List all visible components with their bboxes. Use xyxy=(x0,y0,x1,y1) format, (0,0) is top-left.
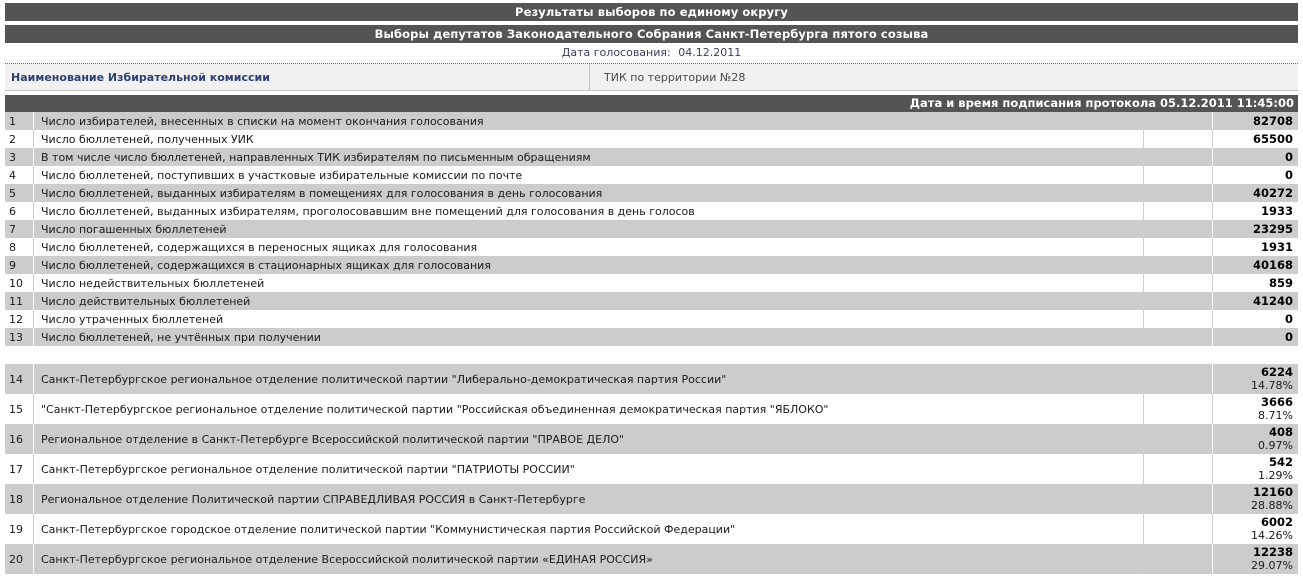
party-vote-percent: 0.97% xyxy=(1258,439,1293,452)
table-row xyxy=(5,112,1298,130)
table-row xyxy=(5,256,1298,274)
table-row xyxy=(5,148,1298,166)
party-name: Санкт-Петербургское региональное отделение политической партии "Либерально-демократическая партия России" xyxy=(34,364,1144,394)
table-row xyxy=(5,274,1298,292)
party-result-cell xyxy=(1213,484,1299,514)
row-value: 0 xyxy=(1213,328,1299,346)
row-spacer-cell xyxy=(1144,148,1213,166)
row-number: 17 xyxy=(9,462,23,476)
table-row xyxy=(5,364,1298,394)
commission-label: Наименование Избирательной комиссии xyxy=(11,70,270,84)
row-spacer-cell xyxy=(1144,184,1213,202)
ballot-counts-body xyxy=(5,112,1298,346)
row-spacer-cell xyxy=(1144,238,1213,256)
party-name: Санкт-Петербургское региональное отделение политической партии "ПАТРИОТЫ РОССИИ" xyxy=(34,454,1144,484)
party-vote-count: 542 xyxy=(1268,455,1293,469)
voting-date-line xyxy=(5,43,1298,61)
party-vote-percent: 1.29% xyxy=(1258,469,1293,482)
row-spacer-cell xyxy=(1144,166,1213,184)
row-label: Число действительных бюллетеней xyxy=(34,292,1144,310)
party-name: Региональное отделение в Санкт-Петербурге Всероссийской политической партии "ПРАВОЕ ДЕЛО" xyxy=(34,424,1144,454)
party-result-cell xyxy=(1213,544,1299,574)
row-spacer-cell xyxy=(1144,274,1213,292)
party-result-cell xyxy=(1213,394,1299,424)
row-spacer-cell xyxy=(1144,220,1213,238)
election-subtitle: Выборы депутатов Законодательного Собрания Санкт-Петербурга пятого созыва xyxy=(5,25,1298,43)
voting-date-label: Дата голосования: xyxy=(561,46,671,59)
row-number: 20 xyxy=(9,552,23,566)
table-row xyxy=(5,184,1298,202)
table-row xyxy=(5,166,1298,184)
party-name: Санкт-Петербургское городское отделение политической партии "Коммунистическая партия Российской Федерации" xyxy=(34,514,1144,544)
row-number: 16 xyxy=(9,432,23,446)
table-row xyxy=(5,394,1298,424)
row-value: 0 xyxy=(1213,310,1299,328)
row-spacer-cell xyxy=(1144,328,1213,346)
party-name: Санкт-Петербургское региональное отделение Всероссийской политической партии «ЕДИНАЯ РОССИЯ» xyxy=(34,544,1144,574)
row-value: 0 xyxy=(1213,166,1299,184)
party-vote-count: 408 xyxy=(1268,425,1293,439)
row-number: 15 xyxy=(9,402,23,416)
row-label: Число бюллетеней, содержащихся в переносных ящиках для голосования xyxy=(34,238,1144,256)
row-number: 7 xyxy=(9,222,16,236)
row-value: 41240 xyxy=(1213,292,1299,310)
party-name: Региональное отделение Политической партии СПРАВЕДЛИВАЯ РОССИЯ в Санкт-Петербурге xyxy=(34,484,1144,514)
row-number: 6 xyxy=(9,204,16,218)
row-label: В том числе число бюллетеней, направленных ТИК избирателям по письменным обращениям xyxy=(34,148,1144,166)
table-row xyxy=(5,238,1298,256)
protocol-signature-bar: Дата и время подписания протокола 05.12.2011 11:45:00 xyxy=(5,95,1298,112)
voting-date-value: 04.12.2011 xyxy=(678,46,742,59)
row-number: 13 xyxy=(9,330,23,344)
row-value: 40168 xyxy=(1213,256,1299,274)
row-value: 65500 xyxy=(1213,130,1299,148)
row-spacer-cell xyxy=(1144,292,1213,310)
row-number: 11 xyxy=(9,294,23,308)
party-vote-count: 3666 xyxy=(1260,395,1293,409)
ballot-counts-table xyxy=(5,112,1298,346)
party-name: "Санкт-Петербургское региональное отделение политической партии "Российская объединенная демократическая партия "ЯБЛОКО" xyxy=(34,394,1144,424)
row-value: 40272 xyxy=(1213,184,1299,202)
row-spacer-cell xyxy=(1144,454,1213,484)
row-number: 19 xyxy=(9,522,23,536)
row-number: 5 xyxy=(9,186,16,200)
row-label: Число бюллетеней, не учтённых при получении xyxy=(34,328,1144,346)
row-label: Число бюллетеней, выданных избирателям в помещениях для голосования в день голосования xyxy=(34,184,1144,202)
commission-value: ТИК по территории №28 xyxy=(604,70,746,84)
row-spacer-cell xyxy=(1144,394,1213,424)
row-number: 18 xyxy=(9,492,23,506)
row-spacer-cell xyxy=(1144,424,1213,454)
table-row xyxy=(5,484,1298,514)
table-row xyxy=(5,454,1298,484)
row-spacer-cell xyxy=(1144,484,1213,514)
row-value: 82708 xyxy=(1213,112,1299,130)
row-label: Число избирателей, внесенных в списки на момент окончания голосования xyxy=(34,112,1144,130)
party-vote-percent: 14.26% xyxy=(1251,529,1293,542)
party-result-cell xyxy=(1213,514,1299,544)
row-number: 4 xyxy=(9,168,16,182)
row-label: Число бюллетеней, полученных УИК xyxy=(34,130,1144,148)
row-number: 12 xyxy=(9,312,23,326)
row-number: 9 xyxy=(9,258,16,272)
party-results-table xyxy=(5,364,1298,574)
row-spacer-cell xyxy=(1144,202,1213,220)
table-row xyxy=(5,328,1298,346)
party-vote-count: 12160 xyxy=(1252,485,1293,499)
table-row xyxy=(5,544,1298,574)
table-row xyxy=(5,424,1298,454)
party-vote-percent: 29.07% xyxy=(1251,559,1293,572)
row-number: 1 xyxy=(9,114,16,128)
row-label: Число погашенных бюллетеней xyxy=(34,220,1144,238)
row-spacer-cell xyxy=(1144,112,1213,130)
row-number: 8 xyxy=(9,240,16,254)
row-label: Число недействительных бюллетеней xyxy=(34,274,1144,292)
party-vote-count: 12238 xyxy=(1252,545,1293,559)
party-vote-count: 6002 xyxy=(1260,515,1293,529)
row-label: Число бюллетеней, поступивших в участковые избирательные комиссии по почте xyxy=(34,166,1144,184)
table-row xyxy=(5,130,1298,148)
row-value: 0 xyxy=(1213,148,1299,166)
row-value: 1931 xyxy=(1213,238,1299,256)
row-spacer-cell xyxy=(1144,256,1213,274)
party-result-cell xyxy=(1213,364,1299,394)
table-row xyxy=(5,220,1298,238)
row-value: 1933 xyxy=(1213,202,1299,220)
row-spacer-cell xyxy=(1144,364,1213,394)
table-row xyxy=(5,310,1298,328)
party-vote-percent: 28.88% xyxy=(1251,499,1293,512)
row-number: 3 xyxy=(9,150,16,164)
page-title: Результаты выборов по единому округу xyxy=(5,3,1298,21)
section-divider-gap xyxy=(0,346,1303,364)
row-value: 23295 xyxy=(1213,220,1299,238)
election-results-page xyxy=(0,3,1303,574)
party-result-cell xyxy=(1213,424,1299,454)
party-vote-percent: 8.71% xyxy=(1258,409,1293,422)
table-row xyxy=(5,202,1298,220)
row-number: 14 xyxy=(9,372,23,386)
row-label: Число бюллетеней, содержащихся в стационарных ящиках для голосования xyxy=(34,256,1144,274)
party-vote-percent: 14.78% xyxy=(1251,379,1293,392)
commission-row xyxy=(5,64,1298,91)
party-results-body xyxy=(5,364,1298,574)
row-label: Число утраченных бюллетеней xyxy=(34,310,1144,328)
row-number: 2 xyxy=(9,132,16,146)
row-spacer-cell xyxy=(1144,514,1213,544)
row-spacer-cell xyxy=(1144,130,1213,148)
table-row xyxy=(5,292,1298,310)
row-number: 10 xyxy=(9,276,23,290)
row-label: Число бюллетеней, выданных избирателям, проголосовавшим вне помещений для голосования в день голосов xyxy=(34,202,1144,220)
party-result-cell xyxy=(1213,454,1299,484)
row-value: 859 xyxy=(1213,274,1299,292)
row-spacer-cell xyxy=(1144,544,1213,574)
table-row xyxy=(5,514,1298,544)
party-vote-count: 6224 xyxy=(1260,365,1293,379)
row-spacer-cell xyxy=(1144,310,1213,328)
